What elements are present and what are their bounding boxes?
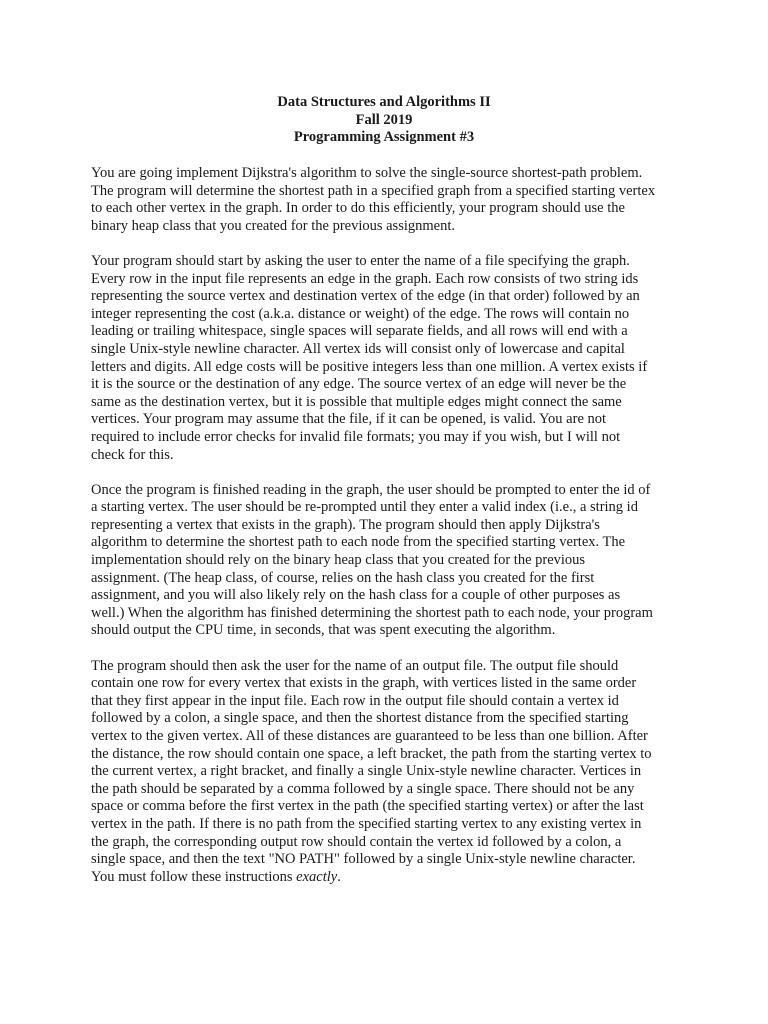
text-line: Once the program is finished reading in the graph, the user should be prompted to enter the id of [91, 481, 651, 498]
text-line: space or comma before the first vertex in the path (the specified starting vertex) or after the last [91, 798, 644, 815]
text-line: well.) When the algorithm has finished determining the shortest path to each node, your program [91, 604, 653, 621]
text-line: vertex in the path. If there is no path from the specified starting vertex to any existing vertex in [91, 815, 642, 832]
text-line: The program should then ask the user for the name of an output file. The output file should [91, 657, 619, 674]
text-line-final [91, 869, 681, 887]
text-line: should output the CPU time, in seconds, that was spent executing the algorithm. [91, 622, 556, 639]
assignment-title: Programming Assignment #3 [293, 129, 475, 145]
text-line: the path should be separated by a comma followed by a single space. There should not be any [91, 780, 635, 797]
text-line: single space, and then the text "NO PATH" followed by a single Unix-style newline character. [91, 851, 636, 868]
paragraph-intro [91, 165, 681, 235]
text-line: required to include error checks for invalid file formats; you may if you wish, but I will not [91, 428, 621, 445]
text-line: representing the source vertex and destination vertex of the edge (in that order) followed by an [91, 288, 640, 305]
text-line: the distance, the row should contain one space, a left bracket, the path from the starting vertex to [91, 745, 652, 762]
paragraph-algorithm [91, 482, 681, 640]
text-line: leading or trailing whitespace, single spaces will separate fields, and all rows will end with a [91, 323, 628, 340]
course-title: Data Structures and Algorithms II [277, 94, 491, 110]
text-line: binary heap class that you created for the previous assignment. [91, 217, 455, 234]
text-line: to each other vertex in the graph. In order to do this efficiently, your program should use the [91, 200, 625, 217]
text-line: contain one row for every vertex that exists in the graph, with vertices listed in the same order [91, 675, 637, 692]
text-line: it is the source or the destination of any edge. The source vertex of an edge will never be the [91, 376, 627, 393]
text-line: You are going implement Dijkstra's algorithm to solve the single-source shortest-path problem. [91, 165, 643, 181]
final-line-suffix: . [337, 868, 341, 885]
text-line: algorithm to determine the shortest path to each node from the specified starting vertex. The [91, 534, 626, 551]
text-line: check for this. [91, 446, 174, 463]
document-header [0, 94, 768, 147]
text-line: assignment. (The heap class, of course, relies on the hash class you created for the first [91, 569, 595, 586]
text-line: integer representing the cost (a.k.a. distance or weight) of the edge. The rows will contain no [91, 305, 630, 322]
text-line: letters and digits. All edge costs will be positive integers less than one million. A vertex exists if [91, 358, 648, 375]
text-line: representing a vertex that exists in the graph). The program should then apply Dijkstra's [91, 516, 600, 533]
text-line: single Unix-style newline character. All vertex ids will consist only of lowercase and capital [91, 340, 625, 357]
text-line: same as the destination vertex, but it is possible that multiple edges might connect the same [91, 393, 622, 410]
final-line-prefix: You must follow these instructions [91, 868, 297, 885]
text-line: vertices. Your program may assume that the file, if it can be opened, is valid. You are not [91, 411, 607, 428]
text-line: followed by a colon, a single space, and then the shortest distance from the specified starting [91, 710, 629, 727]
text-line: that they first appear in the input file. Each row in the output file should contain a vertex id [91, 692, 619, 709]
text-line: Your program should start by asking the user to enter the name of a file specifying the graph. [91, 252, 630, 269]
text-line: implementation should rely on the binary heap class that you created for the previous [91, 552, 586, 569]
document-body [91, 165, 681, 904]
emphasized-word: exactly [296, 868, 338, 885]
text-line: Every row in the input file represents an edge in the graph. Each row consists of two string ids [91, 270, 639, 287]
text-line: assignment, and you will also likely rely on the hash class for a couple of other purposes as [91, 587, 621, 604]
text-line: vertex to the given vertex. All of these distances are guaranteed to be less than one billion. After [91, 728, 648, 744]
text-line: The program will determine the shortest path in a specified graph from a specified starting vertex [91, 182, 656, 199]
text-line: the current vertex, a right bracket, and finally a single Unix-style newline character. Vertices in [91, 763, 642, 780]
text-line: a starting vertex. The user should be re-prompted until they enter a valid index (i.e., a string id [91, 499, 638, 516]
term-title: Fall 2019 [355, 111, 413, 128]
paragraph-input-file [91, 253, 681, 464]
paragraph-output-file [91, 658, 681, 887]
text-line: the graph, the corresponding output row should contain the vertex id followed by a colon, a [91, 833, 622, 850]
